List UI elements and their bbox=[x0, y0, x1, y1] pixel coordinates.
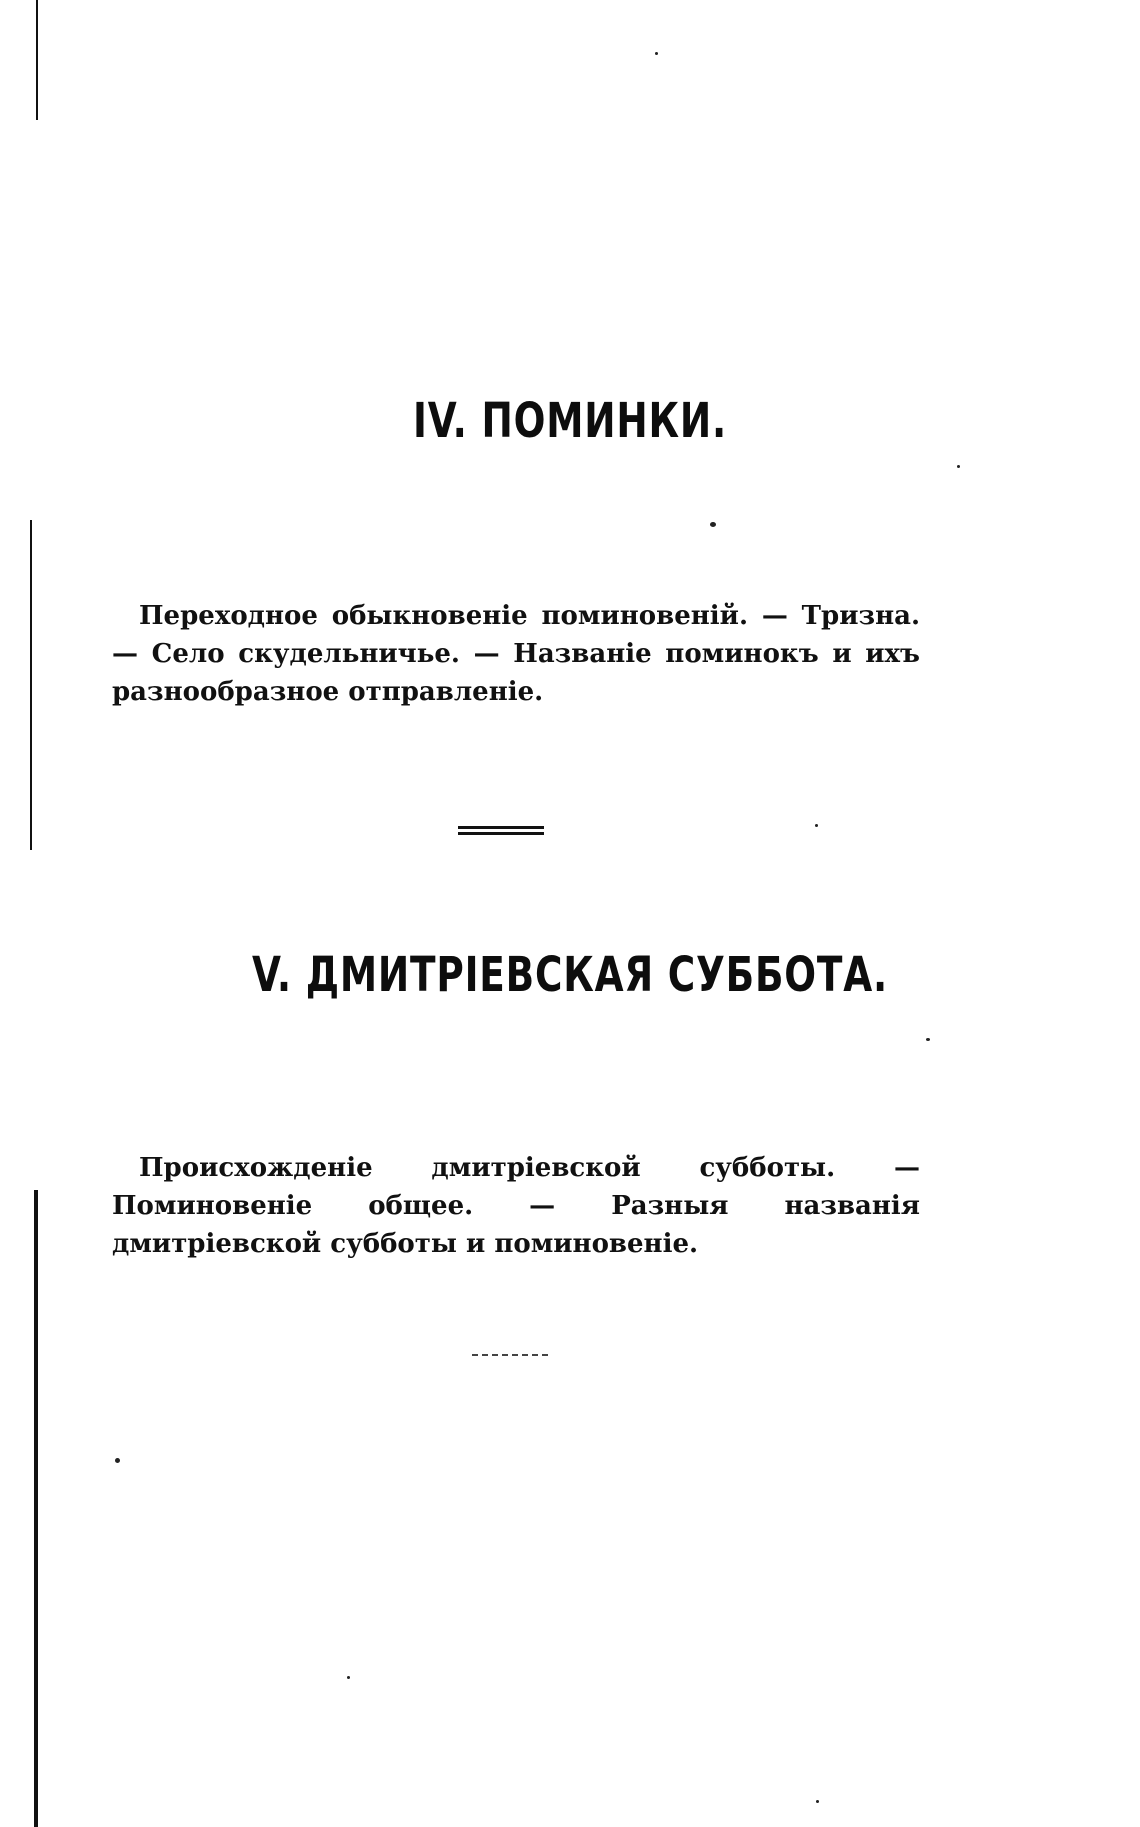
speck bbox=[115, 1458, 120, 1463]
speck bbox=[816, 1800, 819, 1803]
speck bbox=[957, 465, 960, 468]
speck bbox=[655, 52, 658, 55]
double-rule-divider bbox=[458, 826, 544, 835]
section-iv-summary: Переходное обыкновеніе поминовеній. — Тризна. — Село скудельничье. — Названіе поминокъ и ихъ разнообразное отправленіе. bbox=[112, 601, 920, 707]
speck bbox=[926, 1038, 930, 1041]
section-iv-heading: IV. ПОМИНКИ. bbox=[413, 393, 727, 449]
section-v-heading: V. ДМИТРІЕВСКАЯ СУББОТА. bbox=[252, 947, 888, 1003]
binding-edge-line bbox=[36, 0, 38, 120]
dashed-mark bbox=[472, 1354, 548, 1356]
speck bbox=[710, 522, 716, 527]
speck bbox=[347, 1676, 350, 1679]
binding-edge-line bbox=[34, 1190, 38, 1827]
speck bbox=[815, 824, 818, 827]
binding-edge-line bbox=[30, 520, 32, 850]
section-v-summary: Происхожденіе дмитріевской субботы. — Поминовеніе общее. — Разныя названія дмитріевской субботы и поминовеніе. bbox=[112, 1153, 920, 1259]
